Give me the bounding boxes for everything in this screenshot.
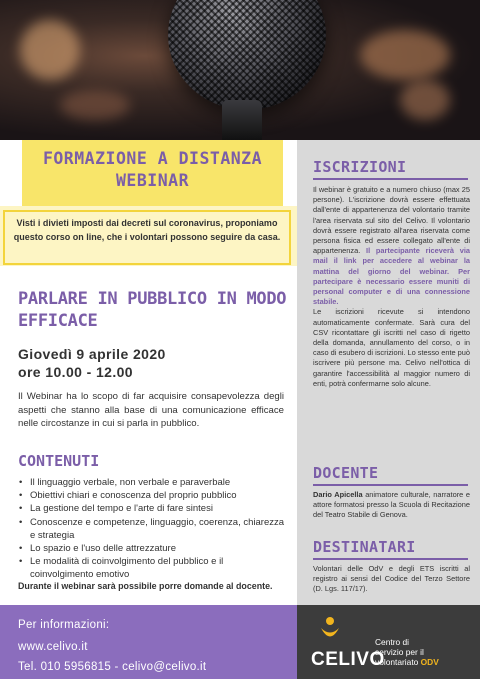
info-label: Per informazioni: xyxy=(18,619,110,631)
course-date: Giovedì 9 aprile 2020 xyxy=(18,346,166,362)
logo-name: CELIVO xyxy=(311,649,385,670)
header-box xyxy=(22,140,283,206)
docente-heading: DOCENTE xyxy=(313,464,379,482)
header-subtitle: WEBINAR xyxy=(115,171,190,190)
docente-text: Dario Apicella animatore culturale, narratore e attore formatosi presso la Scuola di Recitazione del Teatro Stabile di Genova. xyxy=(313,490,470,520)
list-item: • Il linguaggio verbale, non verbale e paraverbale xyxy=(18,476,288,489)
contenuti-list xyxy=(18,476,288,582)
contacts-text[interactable]: Tel. 010 5956815 - celivo@celivo.it xyxy=(18,661,207,673)
course-title: PARLARE IN PUBBLICO IN MODO EFFICACE xyxy=(18,289,287,331)
list-item: • Obiettivi chiari e conoscenza del proprio pubblico xyxy=(18,489,288,502)
docente-name: Dario Apicella xyxy=(313,490,363,499)
list-item: • Lo spazio e l'uso delle attrezzature xyxy=(18,542,288,555)
notice-box xyxy=(3,210,291,265)
hero-microphone-photo xyxy=(0,0,480,140)
header-title: FORMAZIONE A DISTANZA xyxy=(42,149,263,168)
destinatari-text: Volontari delle OdV e degli ETS iscritti al registro ai sensi del Codice del Terzo Settore (D. Lgs. 117/17). xyxy=(313,564,470,594)
logo-tagline: Centro di servizio per il volontariato ODV xyxy=(375,637,439,667)
contenuti-heading: CONTENUTI xyxy=(18,452,100,470)
list-item: • Conoscenze e competenze, linguaggio, coerenza, chiarezza e strategia xyxy=(18,516,288,542)
footer-logo xyxy=(297,605,480,679)
list-item: • La gestione del tempo e l'arte di fare sintesi xyxy=(18,502,288,515)
iscrizioni-heading: ISCRIZIONI xyxy=(313,158,407,176)
celivo-logo-icon xyxy=(317,615,343,645)
destinatari-heading: DESTINATARI xyxy=(313,538,416,556)
iscrizioni-text: Il webinar è gratuito e a numero chiuso (max 25 persone). L'iscrizione dovrà essere effettuata dall'ente di appartenenza del volontario tramite l'area riservata sul sito del Celivo. Il volontario dovrà essere registrato all'area riservata come persona fisica ed essere collegato all'ente di appartenenza. Il partecipante riceverà via mail il link per accedere al webinar la mattina del giorno del webinar. Per partecipare è necessario essere muniti di personal computer e di una connessione stabile. Le iscrizioni ricevute si intendono automaticamente confermate. Sarà cura del CSV ricontattare gli iscritti nel caso di rigetto della domanda, annullamento del corso, o in caso di esubero di iscrizioni. Lo stesso ente può iscrivere più persone ma. Celivo nell'ottica di garantire l'accessibilità al maggior numero di enti, potrà confermarne solo alcune. xyxy=(313,185,470,388)
course-time: ore 10.00 - 12.00 xyxy=(18,364,133,380)
divider xyxy=(313,484,468,486)
footer-contacts xyxy=(0,605,297,679)
divider xyxy=(313,178,468,180)
iscrizioni-highlight: Il partecipante riceverà via mail il link per accedere al webinar la mattina del giorno del webinar. Per partecipare è necessario essere muniti di personal computer e di una connessione stabile. xyxy=(313,246,470,307)
notice-text: Visti i divieti imposti dai decreti sul coronavirus, proponiamo questo corso on line, che i volontari possono seguire da casa. xyxy=(13,218,281,242)
microphone-image xyxy=(168,0,326,110)
divider xyxy=(313,558,468,560)
course-intro: Il Webinar ha lo scopo di far acquisire consapevolezza degli aspetti che stanno alla base di una comunicazione efficace nelle circostanze in cui si parla in pubblico. xyxy=(18,391,284,429)
website-link[interactable]: www.celivo.it xyxy=(18,641,88,653)
list-item: • Le modalità di coinvolgimento del pubblico e il coinvolgimento emotivo xyxy=(18,555,288,581)
questions-note: Durante il webinar sarà possibile porre domande al docente. xyxy=(18,581,273,591)
